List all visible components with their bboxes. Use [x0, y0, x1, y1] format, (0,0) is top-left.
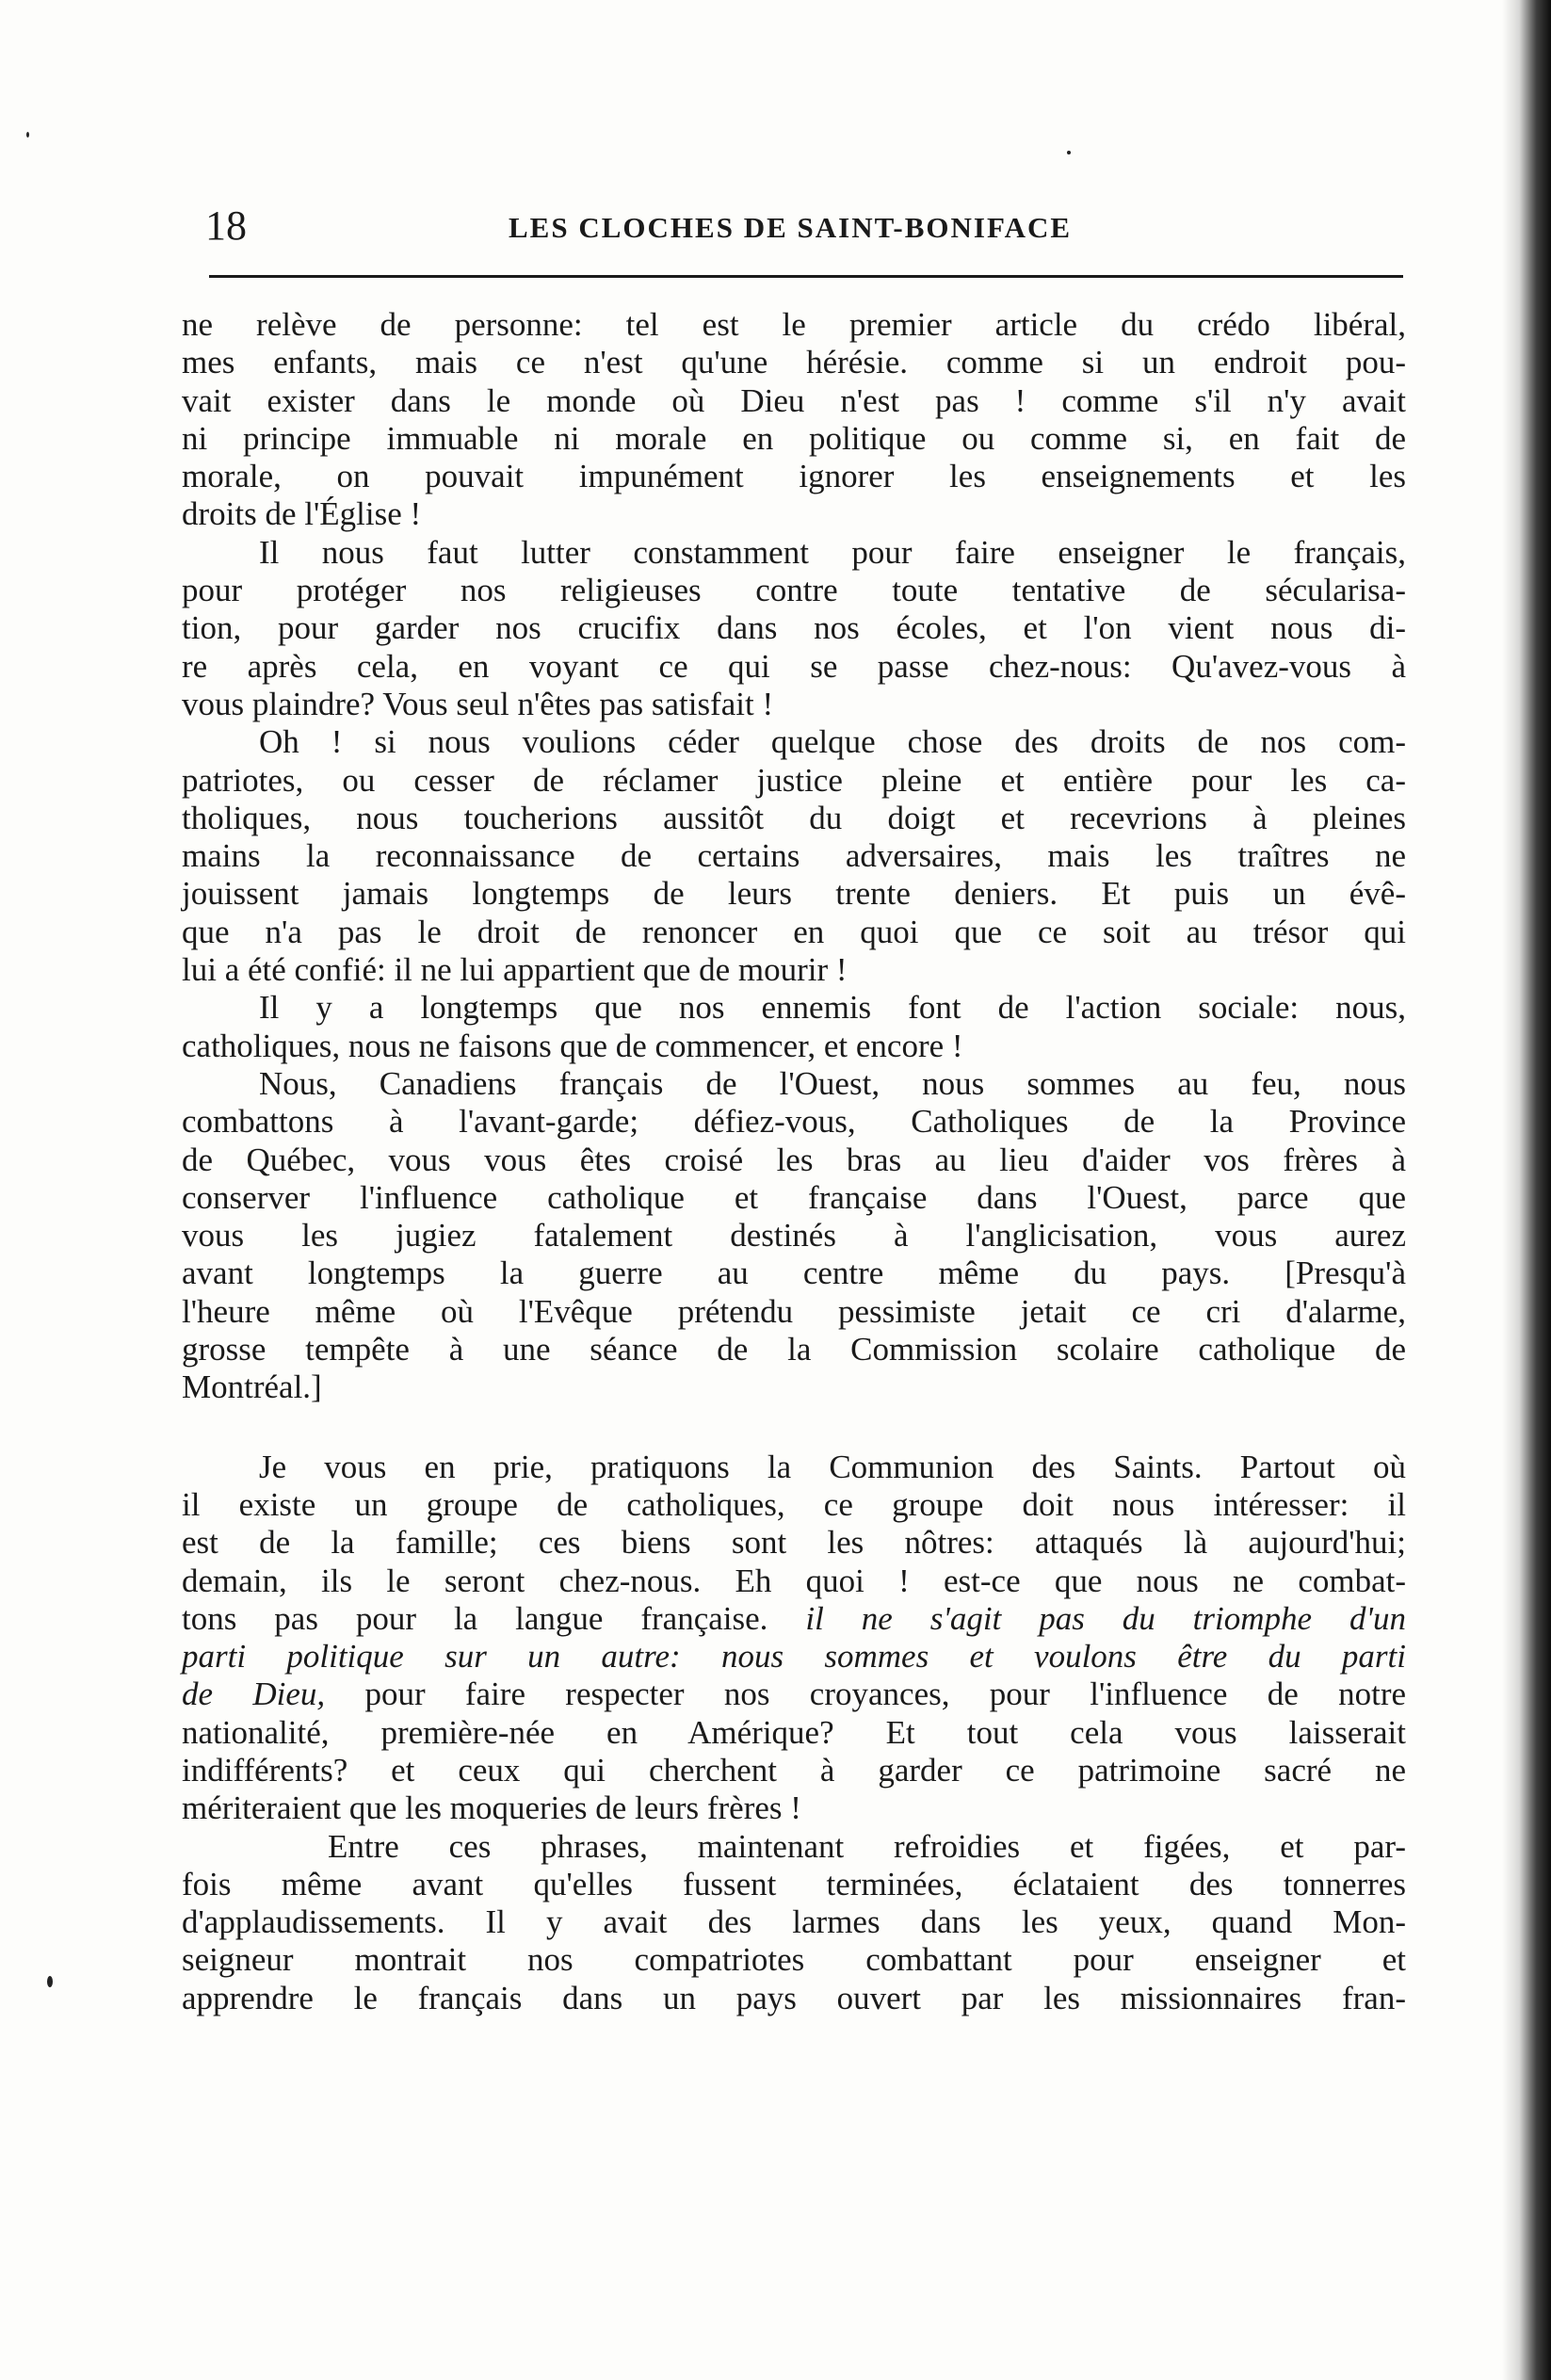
- text-line: fois même avant qu'elles fussent terminées, éclataient des tonnerres: [182, 1865, 1406, 1902]
- header-rule: [209, 275, 1403, 278]
- text-line: est de la famille; ces biens sont les nôtres: attaqués là aujourd'hui;: [182, 1524, 1406, 1562]
- text-line-mixed: [182, 1600, 1406, 1638]
- text-line: nationalité, première-née en Amérique? Et tout cela vous laisserait: [182, 1713, 1406, 1751]
- paragraph-start: Oh ! si nous voulions céder quelque chose des droits de nos com-: [259, 723, 1406, 761]
- text-line: tholiques, nous toucherions aussitôt du doigt et recevrions à pleines: [182, 799, 1406, 836]
- text-line: patriotes, ou cesser de réclamer justice pleine et entière pour les ca-: [182, 761, 1406, 799]
- text-line: conserver l'influence catholique et française dans l'Ouest, parce que: [182, 1178, 1406, 1216]
- roman-text: pour faire respecter nos croyances, pour l'influence de notre: [364, 1676, 1407, 1713]
- text-line-italic: [182, 1638, 1406, 1676]
- text-line: droits de l'Église !: [182, 495, 422, 533]
- italic-text: il ne s'agit pas du triomphe d'un: [805, 1599, 1406, 1637]
- italic-text: de Dieu,: [182, 1676, 326, 1713]
- text-line: apprendre le français dans un pays ouvert par les missionnaires fran-: [182, 1979, 1406, 2016]
- text-line: Montréal.]: [182, 1368, 322, 1406]
- ink-speck: [1067, 151, 1071, 154]
- text-line: jouissent jamais longtemps de leurs trente deniers. Et puis un évê-: [182, 875, 1406, 913]
- paragraph-start: Nous, Canadiens français de l'Ouest, nous sommes au feu, nous: [259, 1064, 1406, 1102]
- text-line: mériteraient que les moqueries de leurs frères !: [182, 1789, 801, 1827]
- text-line: morale, on pouvait impunément ignorer les enseignements et les: [182, 458, 1406, 495]
- text-line: demain, ils le seront chez-nous. Eh quoi ! est-ce que nous ne combat-: [182, 1562, 1406, 1599]
- paragraph-start: Il y a longtemps que nos ennemis font de l'action sociale: nous,: [259, 989, 1406, 1027]
- text-line: mes enfants, mais ce n'est qu'une hérésie. comme si un endroit pou-: [182, 344, 1406, 381]
- text-line: seigneur montrait nos compatriotes combattant pour enseigner et: [182, 1941, 1406, 1979]
- text-line: indifférents? et ceux qui cherchent à garder ce patrimoine sacré ne: [182, 1751, 1406, 1789]
- text-line: vait exister dans le monde où Dieu n'est pas ! comme s'il n'y avait: [182, 381, 1406, 419]
- page-number: 18: [205, 202, 247, 249]
- text-line: grosse tempête à une séance de la Commission scolaire catholique de: [182, 1331, 1406, 1368]
- running-title: LES CLOCHES DE SAINT-BONIFACE: [509, 211, 1073, 244]
- paragraph-start: Je vous en prie, pratiquons la Communion des Saints. Partout où: [259, 1448, 1406, 1485]
- text-line: avant longtemps la guerre au centre même du pays. [Presqu'à: [182, 1255, 1406, 1292]
- text-line-mixed: [182, 1676, 1406, 1713]
- text-line: tion, pour garder nos crucifix dans nos écoles, et l'on vient nous di-: [182, 609, 1406, 647]
- paragraph-gap: [182, 1407, 1406, 1449]
- ink-speck: [47, 1976, 53, 1987]
- text-line: re après cela, en voyant ce qui se passe chez-nous: Qu'avez-vous à: [182, 647, 1406, 685]
- ink-speck: [26, 132, 29, 138]
- text-line: vous plaindre? Vous seul n'êtes pas satisfait !: [182, 685, 774, 722]
- text-line: l'heure même où l'Evêque prétendu pessimiste jetait ce cri d'alarme,: [182, 1292, 1406, 1330]
- text-line: lui a été confié: il ne lui appartient que de mourir !: [182, 951, 848, 989]
- body-text: [182, 306, 1406, 2017]
- text-line: ne relève de personne: tel est le premier article du crédo libéral,: [182, 306, 1406, 343]
- roman-text: tons pas pour la langue française.: [182, 1599, 768, 1637]
- running-head: [205, 198, 1403, 254]
- binding-shadow: [1502, 0, 1551, 2380]
- paragraph-start: Entre ces phrases, maintenant refroidies et figées, et par-: [328, 1827, 1406, 1865]
- text-line: d'applaudissements. Il y avait des larmes dans les yeux, quand Mon-: [182, 1903, 1406, 1941]
- text-line: que n'a pas le droit de renoncer en quoi que ce soit au trésor qui: [182, 913, 1406, 950]
- italic-text: parti politique sur un autre: nous sommes et voulons être du parti: [182, 1638, 1406, 1676]
- text-line: combattons à l'avant-garde; défiez-vous, Catholiques de la Province: [182, 1103, 1406, 1141]
- text-line: mains la reconnaissance de certains adversaires, mais les traîtres ne: [182, 837, 1406, 875]
- text-line: il existe un groupe de catholiques, ce groupe doit nous intéresser: il: [182, 1485, 1406, 1523]
- text-line: de Québec, vous vous êtes croisé les bras au lieu d'aider vos frères à: [182, 1141, 1406, 1178]
- text-line: catholiques, nous ne faisons que de commencer, et encore !: [182, 1027, 963, 1064]
- text-line: pour protéger nos religieuses contre toute tentative de sécularisa-: [182, 572, 1406, 609]
- text-line: vous les jugiez fatalement destinés à l'anglicisation, vous aurez: [182, 1217, 1406, 1255]
- text-line: ni principe immuable ni morale en politique ou comme si, en fait de: [182, 419, 1406, 457]
- paragraph-start: Il nous faut lutter constamment pour faire enseigner le français,: [259, 533, 1406, 571]
